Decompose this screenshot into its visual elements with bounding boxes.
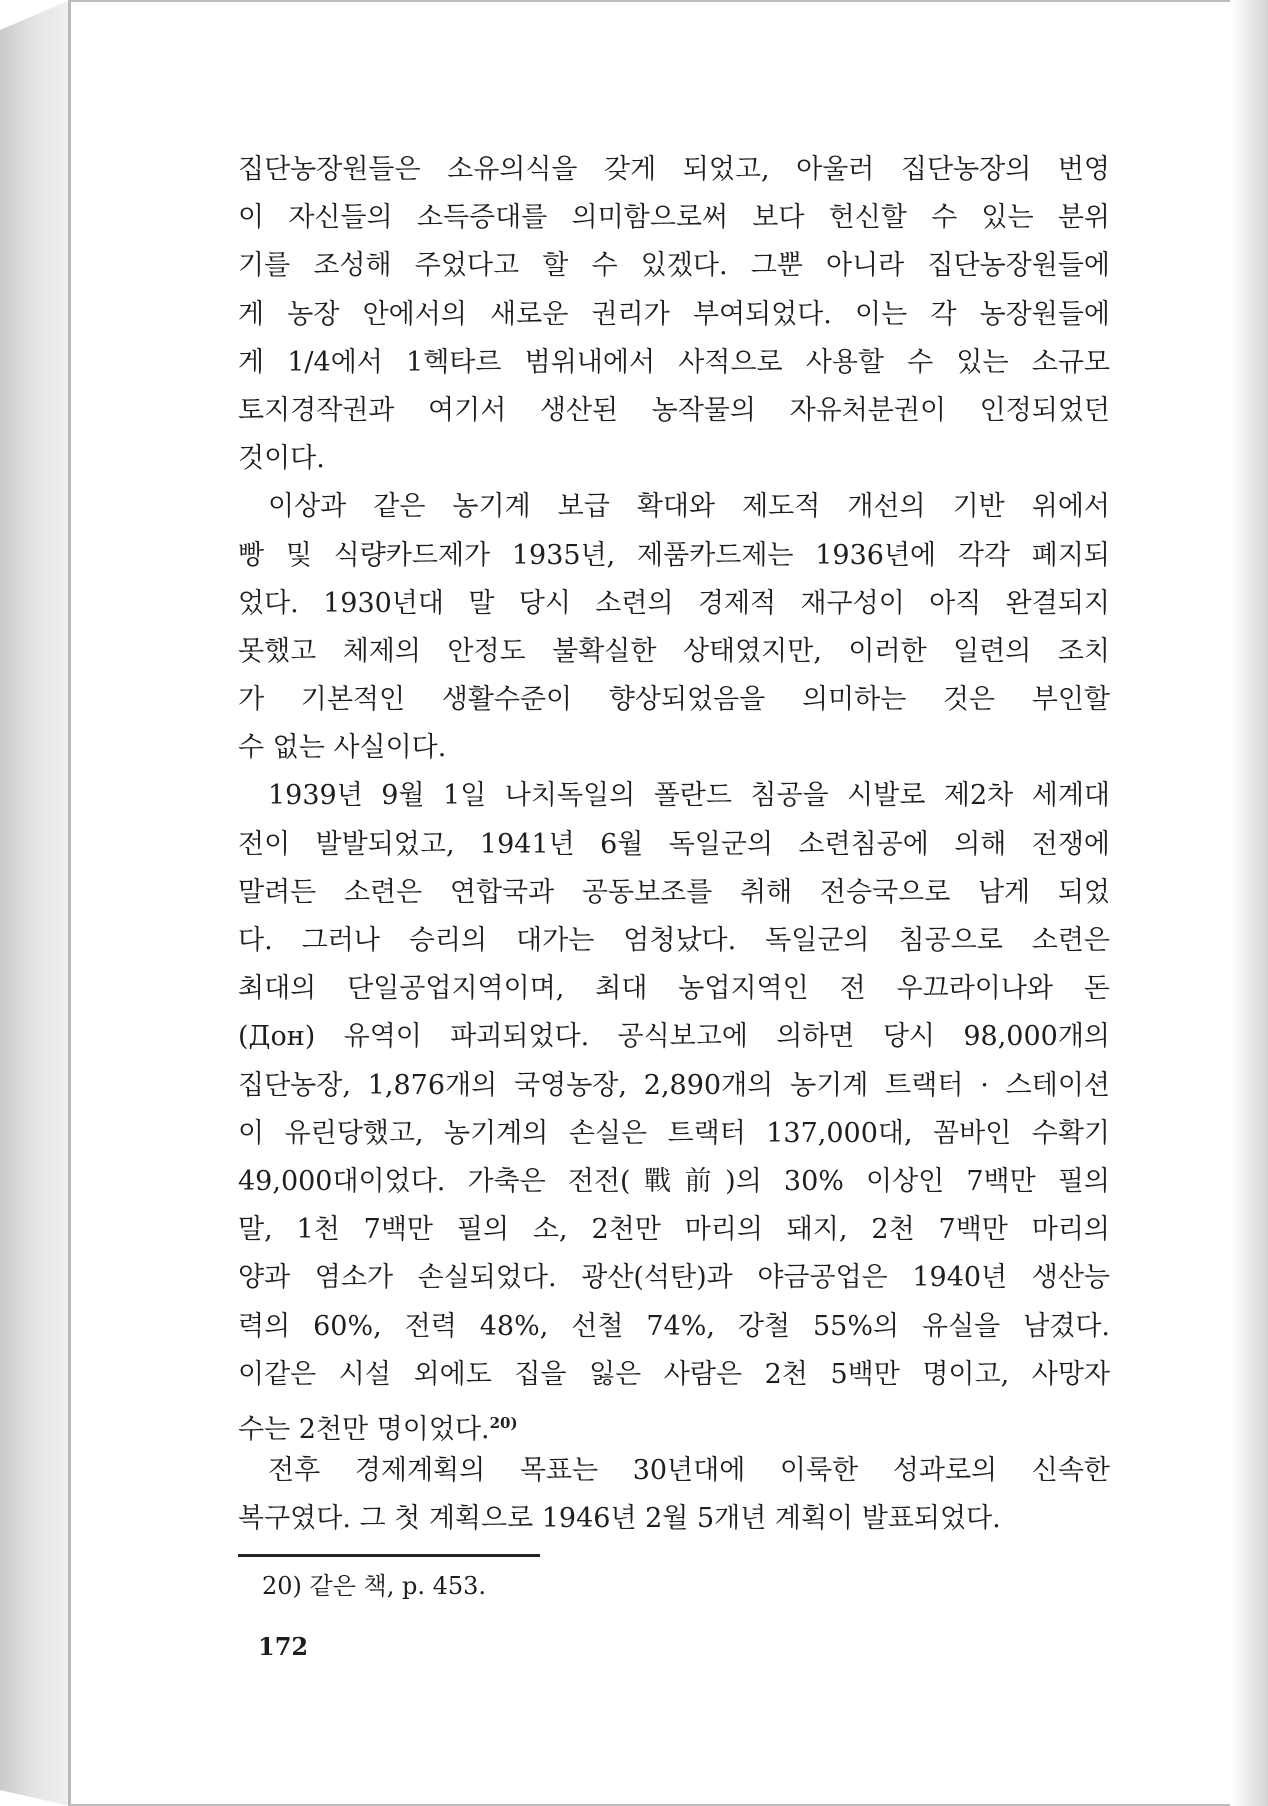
text-line: 이상과 같은 농기계 보급 확대와 제도적 개선의 기반 위에서 bbox=[268, 491, 1110, 523]
text-line: 말, 1천 7백만 필의 소, 2천만 마리의 돼지, 2천 7백만 마리의 bbox=[238, 1214, 1110, 1246]
footnote-divider bbox=[238, 1554, 540, 1557]
text-line: 수 없는 사실이다. bbox=[238, 732, 447, 764]
text-line: 기를 조성해 주었다고 할 수 있겠다. 그뿐 아니라 집단농장원들에 bbox=[238, 250, 1110, 282]
text-line: 게 1/4에서 1헥타르 범위내에서 사적으로 사용할 수 있는 소규모 bbox=[238, 346, 1110, 378]
text-line: 게 농장 안에서의 새로운 권리가 부여되었다. 이는 각 농장원들에 bbox=[238, 298, 1110, 330]
text-line: 1939년 9월 1일 나치독일의 폴란드 침공을 시발로 제2차 세계대 bbox=[268, 780, 1110, 812]
text-line: 다. 그러나 승리의 대가는 엄청났다. 독일군의 침공으로 소련은 bbox=[238, 925, 1110, 956]
text-line: 집단농장원들은 소유의식을 갖게 되었고, 아울러 집단농장의 번영 bbox=[238, 154, 1110, 185]
text-line: 말려든 소련은 연합국과 공동보조를 취해 전승국으로 남게 되었 bbox=[238, 876, 1110, 908]
body-text bbox=[238, 146, 1110, 1543]
text-line: 49,000대이었다. 가축은 전전(戰前)의 30% 이상인 7백만 필의 bbox=[238, 1165, 1110, 1197]
text-line: 이같은 시설 외에도 집을 잃은 사람은 2천 5백만 명이고, 사망자 bbox=[238, 1358, 1110, 1390]
text-line: 전후 경제계획의 목표는 30년대에 이룩한 성과로의 신속한 bbox=[268, 1455, 1110, 1487]
text-line: 었다. 1930년대 말 당시 소련의 경제적 재구성이 아직 완결되지 bbox=[238, 587, 1110, 619]
text-line: 최대의 단일공업지역이며, 최대 농업지역인 전 우끄라이나와 돈 bbox=[238, 973, 1110, 1005]
text-line: 못했고 체제의 안정도 불확실한 상태였지만, 이러한 일련의 조치 bbox=[238, 635, 1110, 667]
text-line: 이 자신들의 소득증대를 의미함으로써 보다 헌신할 수 있는 분위 bbox=[238, 202, 1110, 234]
text-line: 빵 및 식량카드제가 1935년, 제품카드제는 1936년에 각각 폐지되 bbox=[238, 539, 1110, 571]
text-line: 복구였다. 그 첫 계획으로 1946년 2월 5개년 계획이 발표되었다. bbox=[238, 1503, 1001, 1535]
text-line: 이 유린당했고, 농기계의 손실은 트랙터 137,000대, 꼼바인 수확기 bbox=[238, 1117, 1110, 1149]
page-top-edge bbox=[70, 0, 1268, 2]
text-line: 가 기본적인 생활수준이 향상되었음을 의미하는 것은 부인할 bbox=[238, 684, 1110, 716]
footnote: 20) 같은 책, p. 453. bbox=[262, 1572, 487, 1600]
page-right-shadow bbox=[1230, 0, 1268, 1806]
footnote-reference: 20) bbox=[489, 1413, 518, 1432]
text-line: 토지경작권과 여기서 생산된 농작물의 자유처분권이 인정되었던 bbox=[238, 394, 1110, 426]
text-line: 전이 발발되었고, 1941년 6월 독일군의 소련침공에 의해 전쟁에 bbox=[238, 828, 1110, 860]
text-line: 력의 60%, 전력 48%, 선철 74%, 강철 55%의 유실을 남겼다. bbox=[238, 1310, 1110, 1342]
text-line: 수는 2천만 명이었다.$^{20)}$ bbox=[238, 1413, 518, 1445]
text-line: 집단농장, 1,876개의 국영농장, 2,890개의 농기계 트랙터 · 스테이션 bbox=[238, 1069, 1110, 1101]
spine-edge bbox=[68, 0, 71, 1806]
text-line: 양과 염소가 손실되었다. 광산(석탄)과 야금공업은 1940년 생산능 bbox=[238, 1262, 1110, 1294]
book-spine bbox=[0, 0, 70, 1806]
text-line: (Дон) 유역이 파괴되었다. 공식보고에 의하면 당시 98,000개의 bbox=[238, 1021, 1110, 1053]
text-line: 것이다. bbox=[238, 443, 325, 475]
page-number: 172 bbox=[258, 1632, 309, 1661]
